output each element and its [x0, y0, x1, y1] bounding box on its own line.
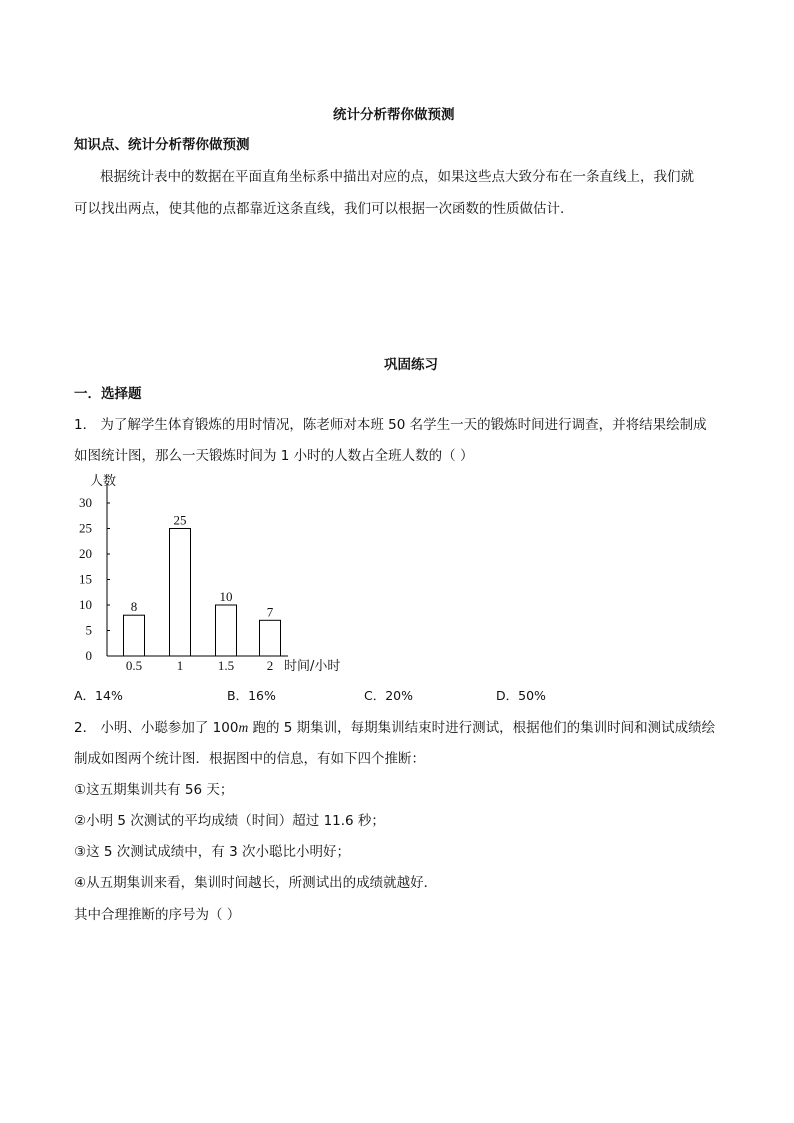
q2-stem-part-2: 跑的 5 期集训，每期集训结束时进行测试，根据他们的集训时间和测试成绩绘: [248, 720, 716, 736]
knowledge-point-text-line-1: 根据统计表中的数据在平面直角坐标系中描出对应的点，如果这些点大致分布在一条直线上，我们就: [100, 169, 694, 185]
q1-stem-line-2: 如图统计图，那么一天锻炼时间为 1 小时的人数占全班人数的（ ）: [74, 448, 474, 464]
bar-value-label: 8: [130, 599, 138, 615]
bar: [216, 605, 237, 656]
y-axis-label: 人数: [90, 474, 117, 489]
q2-stem-part-1: 2． 小明、小聪参加了 100: [74, 720, 239, 736]
x-tick-label: 1: [176, 658, 184, 673]
y-tick-label: 0: [85, 648, 92, 663]
section-heading: 一．选择题: [74, 386, 142, 402]
y-tick-label: 30: [79, 495, 92, 510]
bar-value-label: 25: [173, 512, 187, 528]
q1-option-d[interactable]: D．50%: [496, 688, 546, 703]
q2-stem-line-1: [74, 716, 715, 736]
page-title: 统计分析帮你做预测: [333, 107, 455, 123]
bar: [170, 529, 191, 657]
q2-unit-m: m: [238, 720, 249, 735]
x-tick-label: 2: [266, 658, 274, 673]
q1-option-b[interactable]: B．16%: [227, 688, 276, 703]
q2-statement-1: ①这五期集训共有 56 天；: [74, 782, 234, 798]
q2-statement-2: ②小明 5 次测试的平均成绩（时间）超过 11.6 秒；: [74, 813, 385, 829]
knowledge-point-heading: 知识点、统计分析帮你做预测: [74, 137, 250, 153]
bar: [124, 615, 145, 656]
bar-value-label: 10: [219, 589, 233, 604]
q2-stem-line-2: 制成如图两个统计图．根据图中的信息，有如下四个推断：: [74, 751, 425, 767]
q2-question: 其中合理推断的序号为（ ）: [74, 907, 241, 923]
y-tick-label: 25: [79, 520, 92, 536]
y-tick-label: 20: [79, 546, 92, 561]
y-tick-label: 5: [85, 622, 92, 638]
q2-statement-3: ③这 5 次测试成绩中，有 3 次小聪比小明好；: [74, 844, 350, 860]
x-tick-label: 1.5: [217, 658, 235, 673]
q2-statement-4: ④从五期集训来看，集训时间越长，所测试出的成绩就越好．: [74, 875, 438, 891]
bar: [260, 620, 281, 656]
q1-option-c[interactable]: C．20%: [364, 688, 414, 703]
practice-title: 巩固练习: [384, 357, 438, 373]
knowledge-point-text-line-2: 可以找出两点，使其他的点都靠近这条直线，我们可以根据一次函数的性质做估计.: [74, 201, 565, 217]
bar-chart: [70, 470, 360, 676]
q1-stem-line-1: 1． 为了解学生体育锻炼的用时情况，陈老师对本班 50 名学生一天的锻炼时间进行调查，并将结果绘制成: [74, 417, 707, 433]
y-tick-label: 10: [79, 597, 92, 612]
bar-value-label: 7: [266, 604, 274, 620]
y-tick-label: 15: [79, 571, 92, 587]
q1-option-a[interactable]: A．14%: [74, 688, 123, 703]
x-tick-label: 0.5: [125, 658, 143, 673]
x-axis-label: 时间/小时: [284, 659, 341, 674]
